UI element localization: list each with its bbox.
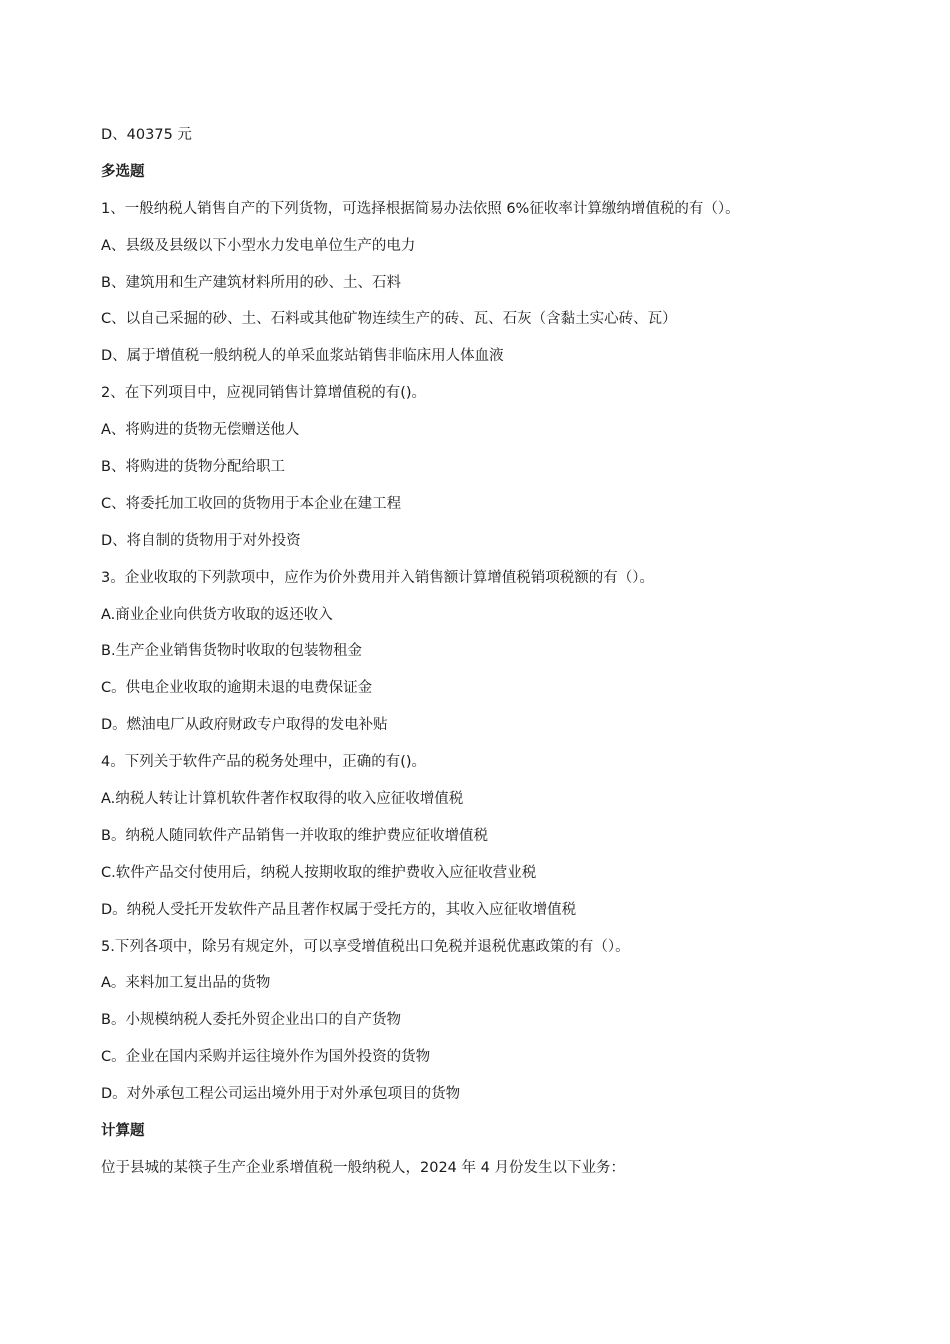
question-5-option-a: A。来料加工复出品的货物: [101, 975, 271, 992]
question-1: 1、一般纳税人销售自产的下列货物，可选择根据简易办法依照 6%征收率计算缴纳增值税的有（）。: [101, 200, 740, 217]
question-5-option-b: B。小规模纳税人委托外贸企业出口的自产货物: [101, 1012, 401, 1029]
document-page: [101, 124, 861, 1194]
question-3-option-b: B.生产企业销售货物时收取的包装物租金: [101, 643, 363, 660]
question-1-option-a: A、县级及县级以下小型水力发电单位生产的电力: [101, 237, 416, 254]
question-5-option-c: C。企业在国内采购并运往境外作为国外投资的货物: [101, 1049, 431, 1066]
question-5-option-d: D。对外承包工程公司运出境外用于对外承包项目的货物: [101, 1086, 461, 1103]
question-1-option-d: D、属于增值税一般纳税人的单采血浆站销售非临床用人体血液: [101, 348, 504, 365]
question-2-option-b: B、将购进的货物分配给职工: [101, 459, 285, 476]
question-5: 5.下列各项中，除另有规定外，可以享受增值税出口免税并退税优惠政策的有（）。: [101, 938, 630, 955]
question-3-option-d: D。燃油电厂从政府财政专户取得的发电补贴: [101, 717, 388, 734]
question-1-option-b: B、建筑用和生产建筑材料所用的砂、土、石料: [101, 274, 401, 291]
calculation-intro: 位于县城的某筷子生产企业系增值税一般纳税人，2024 年 4 月份发生以下业务：: [101, 1159, 625, 1176]
question-4-option-a: A.纳税人转让计算机软件著作权取得的收入应征收增值税: [101, 791, 464, 808]
question-2-option-c: C、将委托加工收回的货物用于本企业在建工程: [101, 495, 402, 512]
answer-option: D、40375 元: [101, 127, 192, 143]
question-2: 2、在下列项目中，应视同销售计算增值税的有()。: [101, 385, 427, 402]
question-3-option-c: C。供电企业收取的逾期未退的电费保证金: [101, 680, 373, 697]
question-2-option-a: A、将购进的货物无偿赠送他人: [101, 422, 300, 439]
question-2-option-d: D、将自制的货物用于对外投资: [101, 532, 301, 549]
question-4: 4。下列关于软件产品的税务处理中，正确的有()。: [101, 754, 427, 771]
question-4-option-d: D。纳税人受托开发软件产品且著作权属于受托方的，其收入应征收增值税: [101, 901, 577, 918]
question-3-option-a: A.商业企业向供货方收取的返还收入: [101, 606, 333, 623]
question-4-option-c: C.软件产品交付使用后，纳税人按期收取的维护费收入应征收营业税: [101, 864, 537, 881]
question-3: 3。企业收取的下列款项中，应作为价外费用并入销售额计算增值税销项税额的有（）。: [101, 569, 654, 586]
question-1-option-c: C、以自己采掘的砂、土、石料或其他矿物连续生产的砖、瓦、石灰（含黏土实心砖、瓦）: [101, 311, 677, 328]
section-heading-calculation: 计算题: [101, 1123, 145, 1140]
question-4-option-b: B。纳税人随同软件产品销售一并收取的维护费应征收增值税: [101, 827, 488, 844]
section-heading-multiple-choice: 多选题: [101, 163, 145, 180]
